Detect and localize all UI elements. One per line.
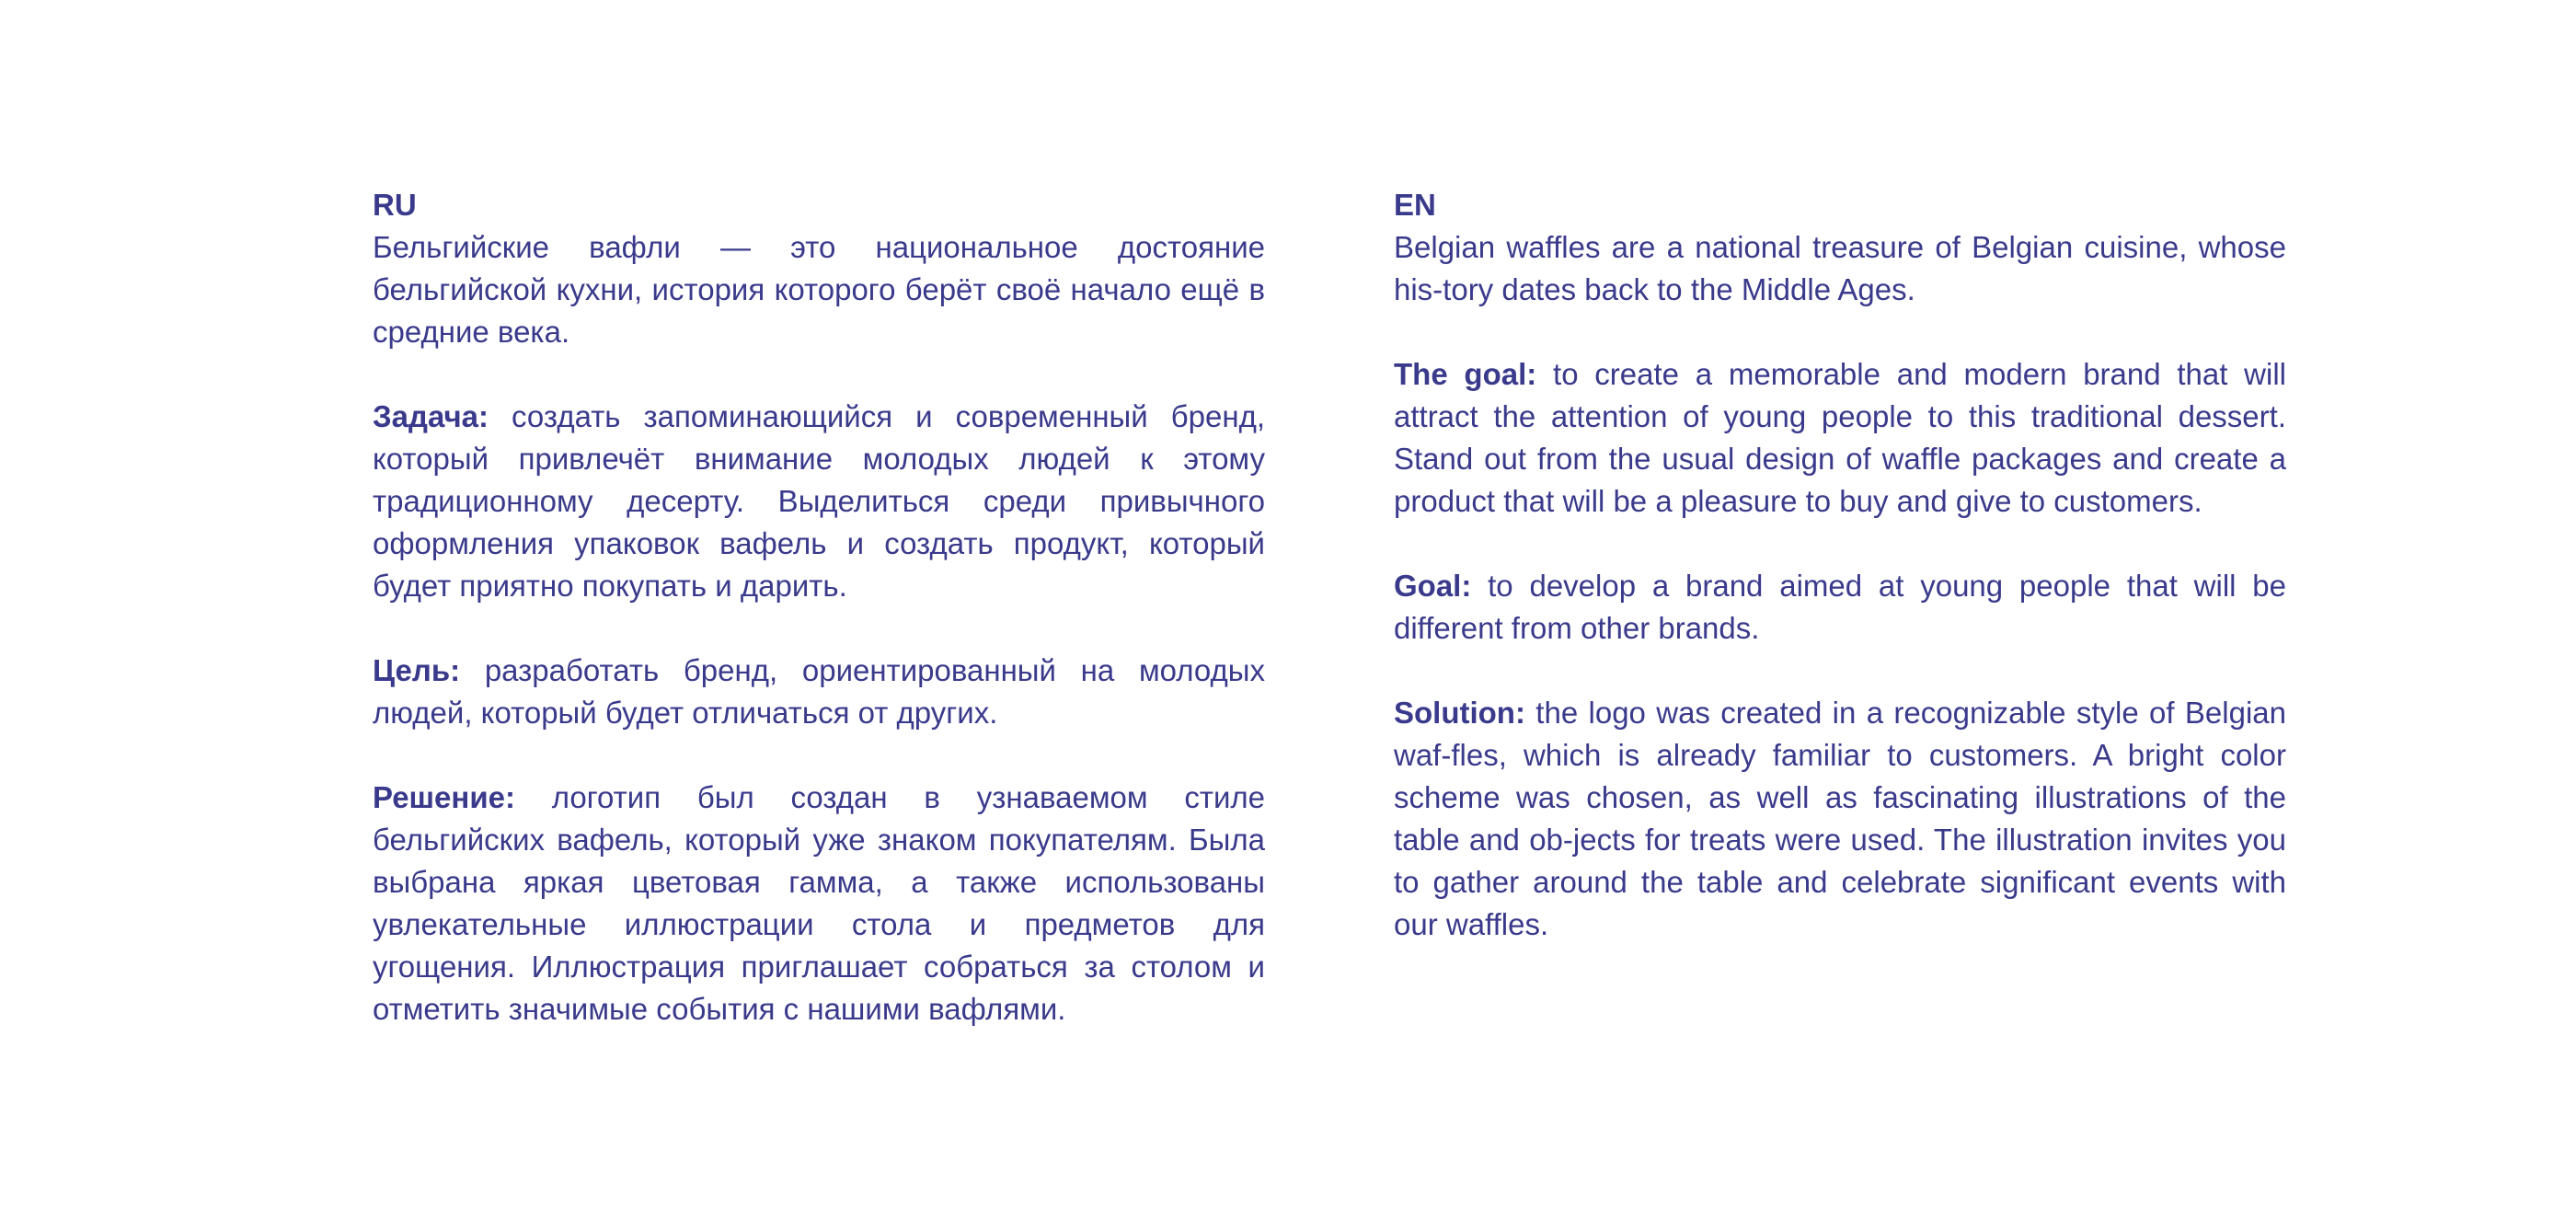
task-text-ru: создать запоминающийся и современный бренд, который привлечёт внимание молодых людей к этому традиционному десерту. Выделиться среди привычного оформления упаковок вафель и создать продукт, который будет приятно покупать и дарить. — [373, 399, 1265, 603]
goal-text-en: to develop a brand aimed at young people that will be different from other brands. — [1394, 569, 2286, 645]
goal-label-ru: Цель: — [373, 653, 461, 687]
goal-label-en: Goal: — [1394, 569, 1472, 603]
solution-label-ru: Решение: — [373, 780, 515, 814]
task-text-en: to create a memorable and modern brand that will attract the attention of young people to this traditional dessert. Stand out from the usual design of waffle packages and create a product that will be a pleasure to buy and give to customers. — [1394, 357, 2286, 518]
task-paragraph-en — [1394, 353, 2286, 523]
solution-text-ru: логотип был создан в узнаваемом стиле бельгийских вафель, который уже знаком покупателям. Была выбрана яркая цветовая гамма, а также использованы увлекательные иллюстрации стола и предметов для угощения. Иллюстрация приглашает собраться за столом и отметить значимые события с нашими вафлями. — [373, 780, 1265, 1026]
goal-paragraph-ru — [373, 650, 1265, 734]
language-heading-ru: RU — [373, 188, 417, 222]
solution-text-en: the logo was created in a recognizable style of Belgian waf-fles, which is already familiar to customers. A bright color scheme was chosen, as well as fascinating illustrations of the table and ob-jects for treats were used. The illustration invites you to gather around the table and celebrate significant events with our waffles. — [1394, 696, 2286, 941]
intro-paragraph-ru: Бельгийские вафли — это национальное достояние бельгийской кухни, история которого берёт своё начало ещё в средние века. — [373, 230, 1265, 349]
intro-paragraph-en: Belgian waffles are a national treasure of Belgian cuisine, whose his-tory dates back to the Middle Ages. — [1394, 230, 2286, 306]
goal-paragraph-en — [1394, 565, 2286, 650]
russian-column — [373, 184, 1265, 1073]
task-label-ru: Задача: — [373, 399, 489, 433]
solution-paragraph-en — [1394, 692, 2286, 946]
solution-label-en: Solution: — [1394, 696, 1525, 730]
task-label-en: The goal: — [1394, 357, 1537, 391]
goal-text-ru: разработать бренд, ориентированный на молодых людей, который будет отличаться от других. — [373, 653, 1265, 730]
task-paragraph-ru — [373, 396, 1265, 607]
language-heading-en: EN — [1394, 188, 1436, 222]
solution-paragraph-ru — [373, 777, 1265, 1031]
english-column — [1394, 184, 2286, 988]
